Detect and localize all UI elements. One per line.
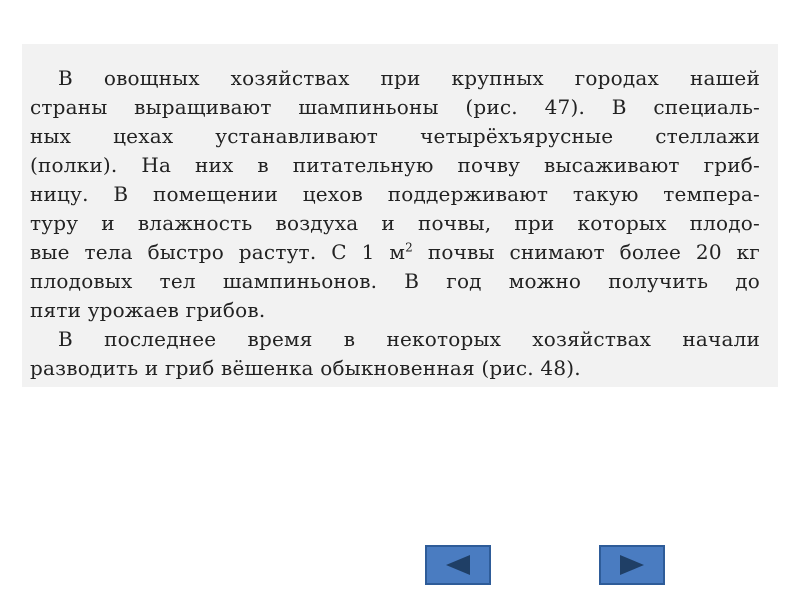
- superscript: 2: [405, 240, 413, 255]
- next-slide-button[interactable]: [599, 545, 665, 585]
- text-line: В овощных хозяйствах при крупных городах нашей: [58, 66, 760, 90]
- text-line: туру и влажность воздуха и почвы, при которых плодо-: [30, 211, 760, 235]
- text-fragment: почвы снимают более 20 кг: [413, 240, 760, 264]
- triangle-right-icon: [617, 553, 647, 577]
- previous-slide-button[interactable]: [425, 545, 491, 585]
- text-line: В последнее время в некоторых хозяйствах начали: [58, 327, 760, 351]
- text-line: (полки). На них в питательную почву высаживают гриб-: [30, 153, 760, 177]
- text-fragment: вые тела быстро растут. С 1 м: [30, 240, 406, 264]
- text-line: разводить и гриб вёшенка обыкновенная (рис. 48).: [30, 356, 581, 380]
- text-line: страны выращивают шампиньоны (рис. 47). В специаль-: [30, 95, 760, 119]
- text-line: ницу. В помещении цехов поддерживают такую темпера-: [30, 182, 760, 206]
- text-line: [30, 238, 760, 267]
- text-line: ных цехах устанавливают четырёхъярусные стеллажи: [30, 124, 760, 148]
- text-line: пяти урожаев грибов.: [30, 298, 266, 322]
- text-line: плодовых тел шампиньонов. В год можно получить до: [30, 269, 760, 293]
- triangle-left-icon: [443, 553, 473, 577]
- textbook-text: [30, 64, 760, 383]
